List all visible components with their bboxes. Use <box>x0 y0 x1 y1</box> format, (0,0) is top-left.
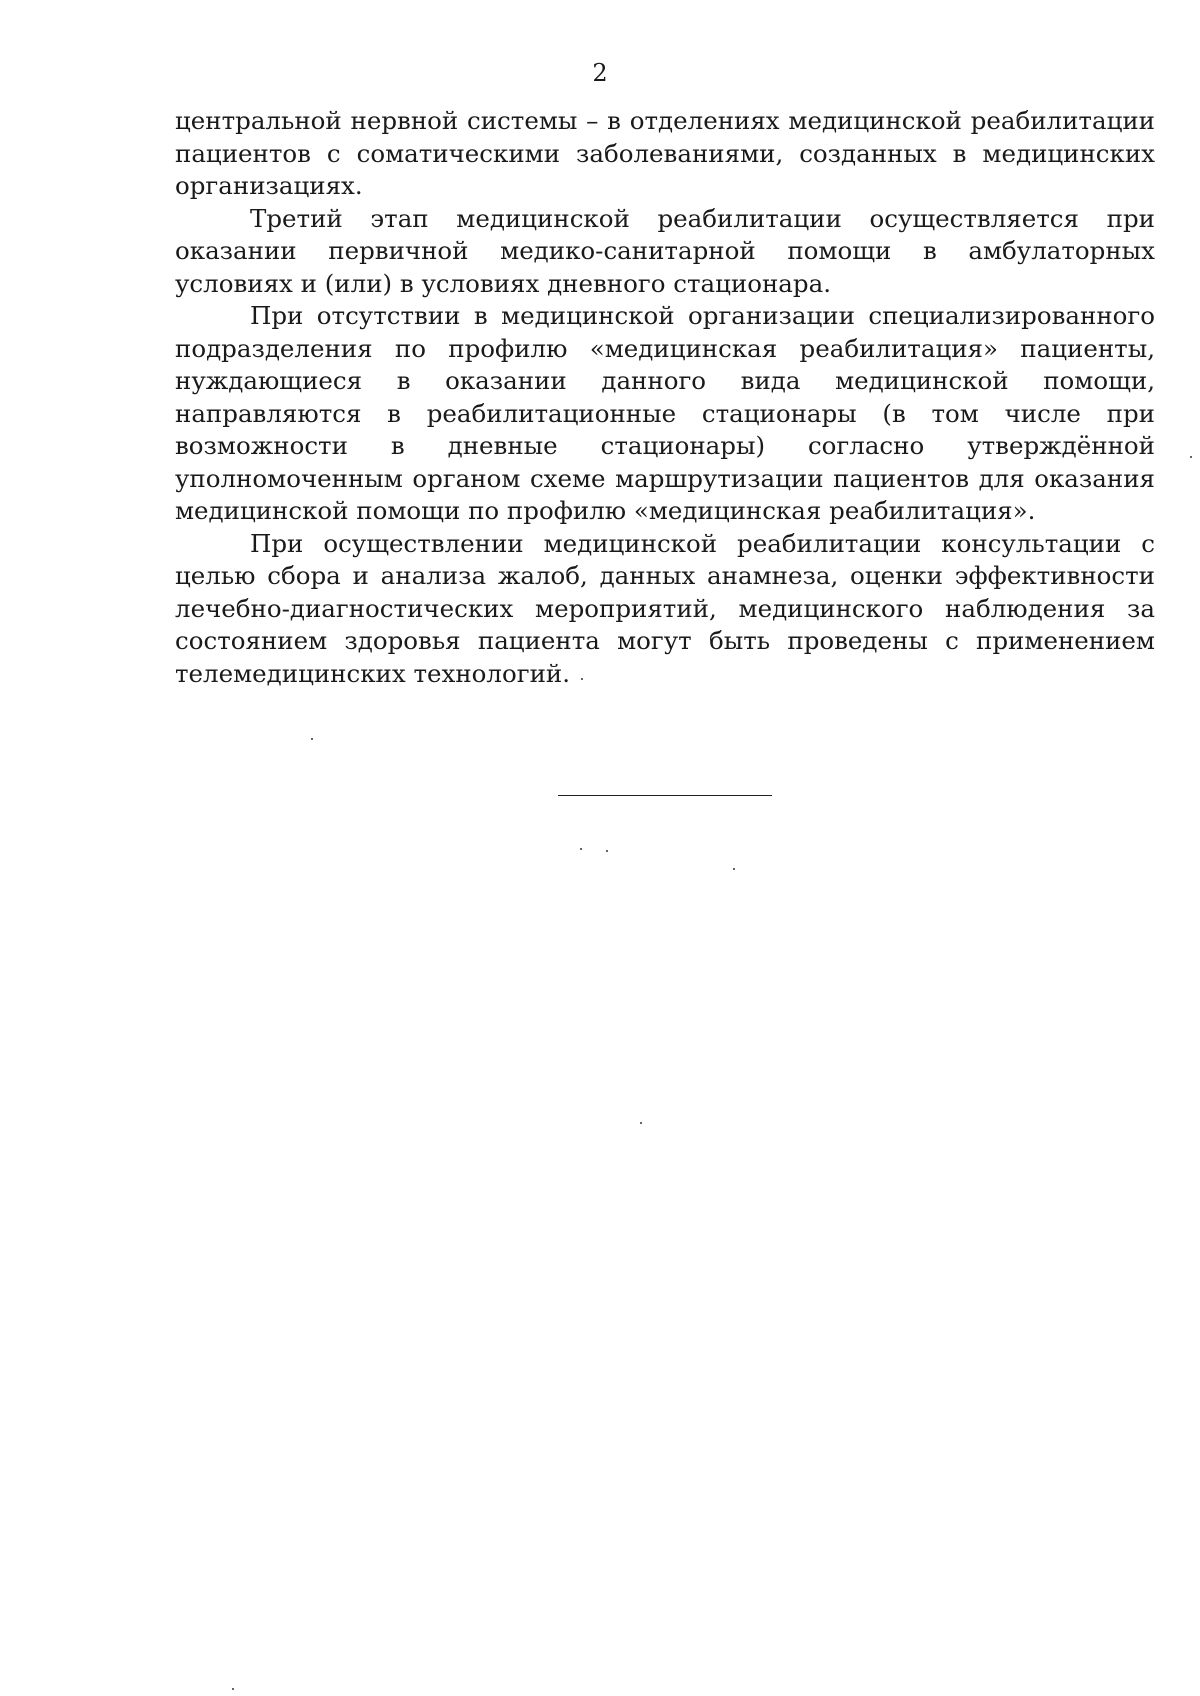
scan-speck <box>232 1688 234 1690</box>
scan-speck <box>733 868 735 870</box>
scan-speck <box>581 678 583 680</box>
scan-speck <box>580 848 582 850</box>
paragraph-no-rehab-unit: При отсутствии в медицинской организации специализированного подразделения по профилю «медицинская реабилитация» пациенты, нуждающиеся в оказании данного вида медицинской помощи, направляются в реабилитационные стационары (в том числе при возможности в дневные стационары) согласно утверждённой уполномоченным органом схеме маршрутизации пациентов для оказания медицинской помощи по профилю «медицинская реабилитация». <box>175 301 1155 525</box>
document-body <box>175 105 1155 690</box>
scan-speck <box>1190 456 1192 458</box>
scan-speck <box>311 738 313 740</box>
paragraph-telemedicine: При осуществлении медицинской реабилитации консультации с целью сбора и анализа жалоб, данных анамнеза, оценки эффективности лечебно-диагностических мероприятий, медицинского наблюдения за состоянием здоровья пациента могут быть проведены с применением телемедицинских технологий. <box>175 528 1155 688</box>
end-separator-line <box>558 795 772 796</box>
page-number: 2 <box>592 59 608 87</box>
paragraph-continuation: центральной нервной системы – в отделениях медицинской реабилитации пациентов с соматическими заболеваниями, созданных в медицинских организациях. <box>175 106 1155 200</box>
scan-speck <box>640 1122 642 1124</box>
paragraph-third-stage: Третий этап медицинской реабилитации осуществляется при оказании первичной медико-санитарной помощи в амбулаторных условиях и (или) в условиях дневного стационара. <box>175 203 1155 298</box>
scan-speck <box>606 850 608 852</box>
